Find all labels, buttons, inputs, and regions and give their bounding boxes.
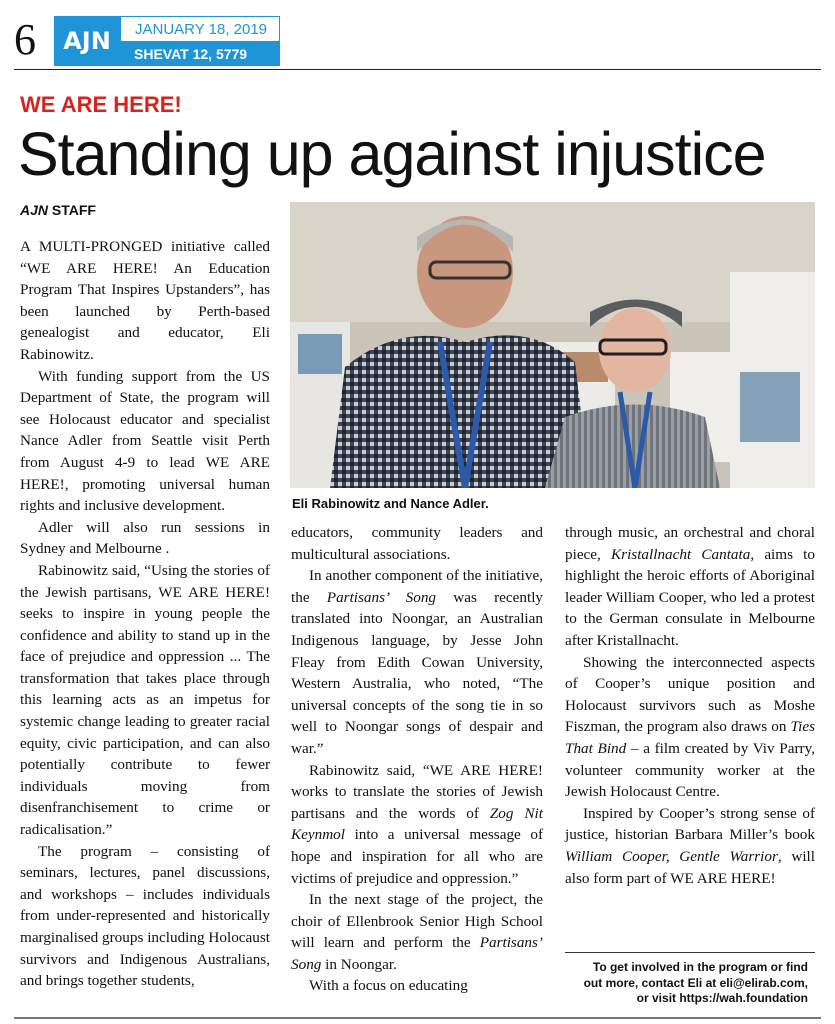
text-run: Showing the interconnected aspects of Cooper’s unique position and Holocaust survivors such as Moshe Fiszman, the program also draws on [565,653,815,736]
photo-illustration [290,202,815,488]
paragraph [291,565,543,759]
photo-caption: Eli Rabinowitz and Nance Adler. [292,496,489,511]
text-run: , aims to highlight the heroic efforts of Aboriginal leader William Cooper, who led a protest to the German consulate in Melbourne after Kristallnacht. [565,545,815,649]
paragraph [565,522,815,652]
masthead [14,12,280,68]
ajn-logo: AJN [54,16,120,66]
article-headline: Standing up against injustice [18,120,766,188]
text-run: was recently translated into Noongar, an Australian Indigenous language, by Jesse John Fleay from Edith Cowan University, Western Australia, who noted, “The universal concepts of the song tie in so well to Noongar songs of despair and war.” [291,588,544,757]
text-run: through music, an orchestral and choral piece, [565,524,815,563]
paragraph: With a focus on educating [309,977,468,995]
paragraph [565,652,815,803]
text-run: Rabinowitz said, “WE ARE HERE! works to translate the stories of Jewish partisans and the words of [291,761,543,822]
text-run: In the next stage of the project, the choir of Ellenbrook Senior High School will learn and perform the [291,891,543,952]
song-title: Partisans’ Song [326,588,437,606]
text-run: in Noongar. [321,955,397,973]
byline-publication: AJN [20,202,49,218]
page-number: 6 [14,15,36,64]
paragraph: Rabinowitz said, “Using the stories of the Jewish partisans, WE ARE HERE! seeks to inspire in young people the confidence and ability to stand up in the face of prejudice and oppression ... The transformation that takes place through this learning acts as an impetus for systemic change leading to greater racial equity, civic participation, and can also potentially contribute to fewer individuals moving from disenfranchisement to crime or radicalisation.” [20,561,270,839]
article-kicker: WE ARE HERE! [20,92,182,117]
text-run: Inspired by Cooper’s strong sense of justice, historian Barbara Miller’s book [565,804,815,844]
article-column-1 [20,236,270,992]
book-title: William Cooper, Gentle Warrior [565,847,778,865]
text-run: into a universal message of hope and inspiration for all who are victims of prejudice and oppression.” [291,826,543,887]
footer-divider [14,1017,821,1019]
paragraph: educators, community leaders and multicultural associations. [291,524,543,563]
info-line: To get involved in the program or find [592,960,808,974]
article-photo [290,202,815,488]
header-divider [14,69,821,70]
info-line: out more, contact Eli at eli@elirab.com, [583,975,808,990]
byline-staff: STAFF [48,202,96,218]
byline [20,202,96,218]
hebrew-date: SHEVAT 12, 5779 [120,42,280,66]
song-title: Zog Nit Keynmol [291,804,543,844]
work-title: Kristallnacht Cantata [611,545,751,563]
paragraph [565,803,815,889]
text-run: – a film created by Viv Parry, volunteer community worker at the Jewish Holocaust Centre. [565,739,815,801]
paragraph: With funding support from the US Department of State, the program will see Holocaust educator and specialist Nance Adler from Seattle visit Perth from August 4-9 to lead WE ARE HERE!, promoting universal human rights and inclusive development. [20,367,270,515]
text-run: In another component of the initiative, the [291,567,543,606]
paragraph [291,889,543,975]
article-column-2 [291,522,543,997]
paragraph: The program – consisting of seminars, lectures, panel discussions, and workshops – includes individuals from under-represented and historically marginalised groups including Holocaust survivors and Indigenous Australians, and brings together students, [20,842,270,990]
contact-info-box [565,960,808,1007]
song-title: Partisans’ Song [291,934,543,973]
paragraph: Adler will also run sessions in Sydney and Melbourne . [20,518,270,558]
paragraph [291,760,543,890]
info-line: or visit https://wah.foundation [636,991,808,1005]
work-title: Ties That Bind [565,718,815,757]
article-column-3 [565,522,815,889]
paragraph: A MULTI-PRONGED initiative called “WE ARE HERE! An Education Program That Inspires Upstanders”, has been launched by Perth-based genealogist and educator, Eli Rabinowitz. [20,238,270,363]
text-run: , will also form part of WE ARE HERE! [565,847,815,887]
info-divider [565,952,815,953]
issue-date: JANUARY 18, 2019 [120,16,280,42]
